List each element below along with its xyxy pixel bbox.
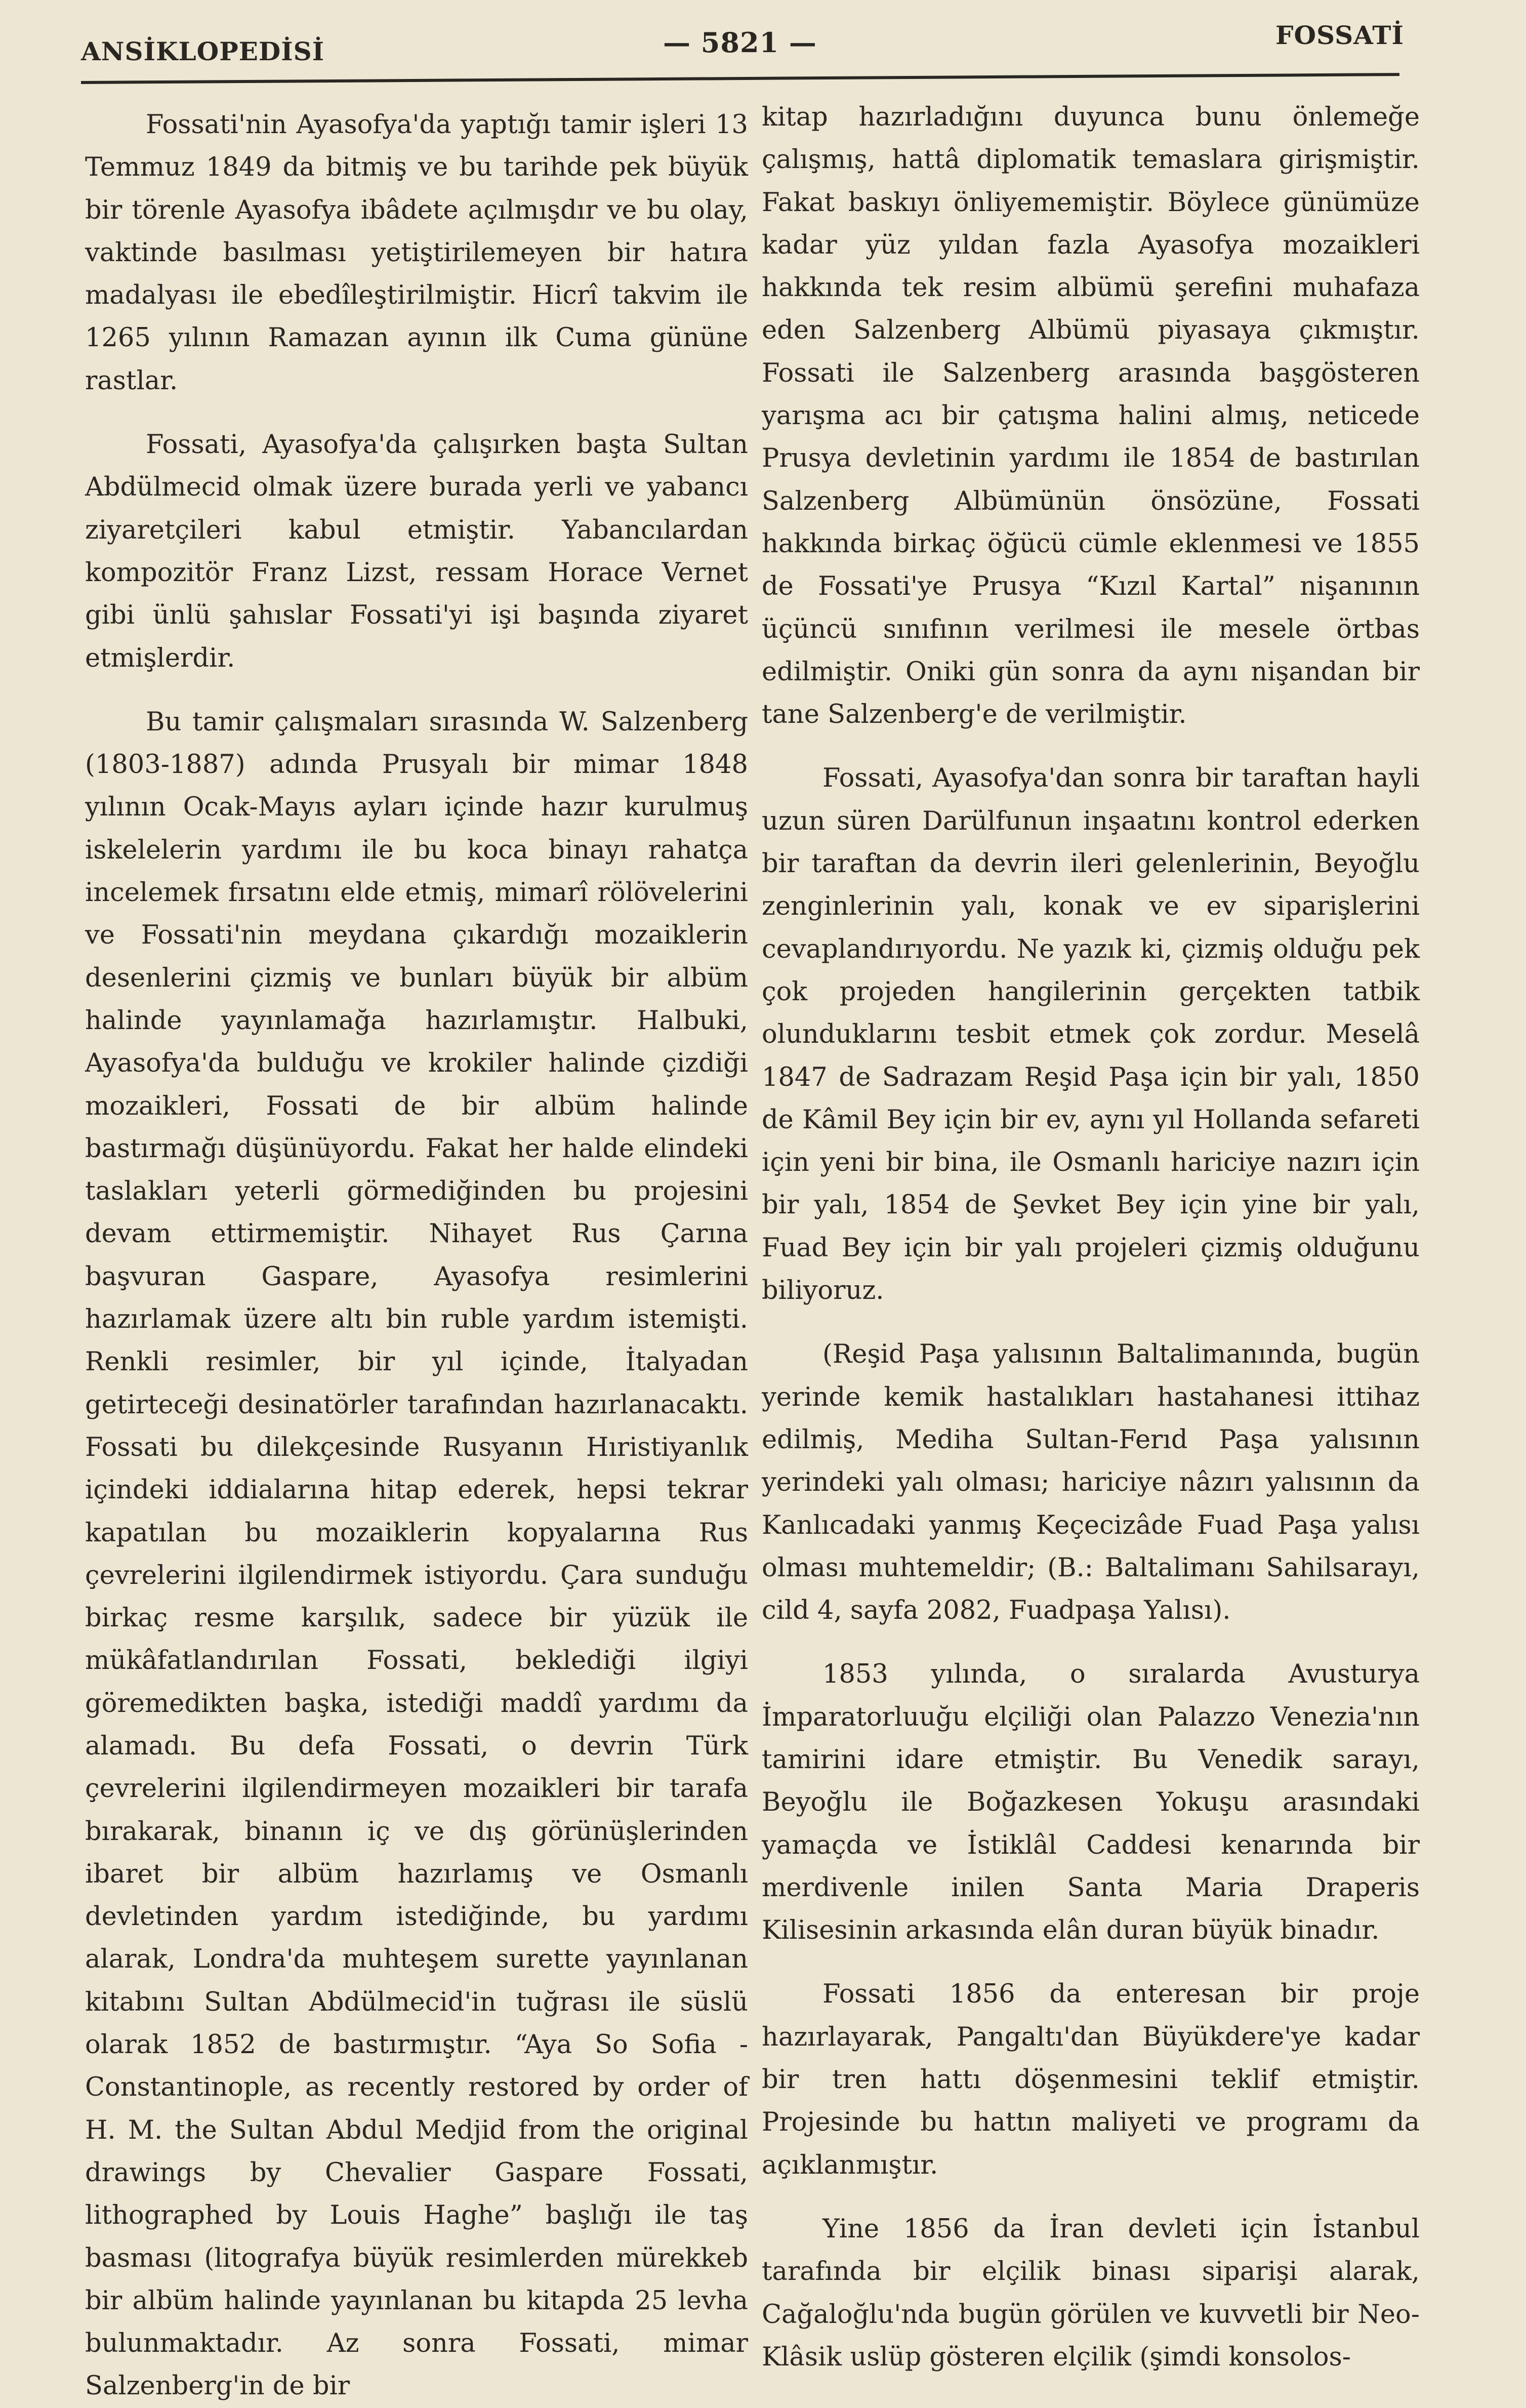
running-header-right: FOSSATİ bbox=[1275, 20, 1404, 50]
running-header-left: ANSİKLOPEDİSİ bbox=[81, 36, 325, 66]
left-column bbox=[85, 104, 748, 2408]
paragraph: kitap hazırladığını duyunca bunu önlemeğe çalışmış, hattâ diplomatik temaslara girişmiştir. Fakat baskıyı önliyememiştir. Böylece günümüze kadar yüz yıldan fazla Ayasofya mozaikleri hakkında tek resim albümü şerefini muhafaza eden Salzenberg Albümü piyasaya çıkmıştır. Fossati ile Salzenberg arasında başgösteren yarışma acı bir çatışma halini almış, neticede Prusya devletinin yardımı ile 1854 de bastırılan Salzenberg Albümünün önsözüne, Fossati hakkında birkaç öğücü cümle eklenmesi ve 1855 de Fossati'ye Prusya “Kızıl Kartal” nişanının üçüncü sınıfının verilmesi ile mesele örtbas edilmiştir. Oniki gün sonra da aynı nişandan bir tane Salzenberg'e de verilmiştir. bbox=[762, 102, 1420, 730]
paragraph: Yine 1856 da İran devleti için İstanbul tarafında bir elçilik binası siparişi alarak, Cağaloğlu'nda bugün görülen ve kuvvetli bir Neo-Klâsik uslüp gösteren elçilik (şimdi konsolos- bbox=[762, 2214, 1420, 2372]
page-number: — 5821 — bbox=[663, 26, 817, 59]
paragraph: (Reşid Paşa yalısının Baltalimanında, bugün yerinde kemik hastalıkları hastahanesi ittihaz edilmiş, Mediha Sultan-Ferıd Paşa yalısının yerindeki yalı olması; hariciye nâzırı yalısının da Kanlıcadaki yanmış Keçecizâde Fuad Paşa yalısı olması muhtemeldir; (B.: Baltalimanı Sahilsarayı, cild 4, sayfa 2082, Fuadpaşa Yalısı). bbox=[762, 1339, 1420, 1626]
paragraph: Bu tamir çalışmaları sırasında W. Salzenberg (1803-1887) adında Prusyalı bir mimar 1848 yılının Ocak-Mayıs ayları içinde hazır kurulmuş iskelelerin yardımı ile bu koca binayı rahatça incelemek fırsatını elde etmiş, mimarî rölövelerini ve Fossati'nin meydana çıkardığı mozaiklerin desenlerini çizmiş ve bunları büyük bir albüm halinde yayınlamağa hazırlamıştır. Halbuki, Ayasofya'da bulduğu ve krokiler halinde çizdiği mozaikleri, Fossati de bir albüm halinde bastırmağı düşünüyordu. Fakat her halde elindeki taslakları yeterli görmediğinden bu projesini devam ettirmemiştir. Nihayet Rus Çarına başvuran Gaspare, Ayasofya resimlerini hazırlamak üzere altı bin ruble yardım istemişti. Renkli resimler, bir yıl içinde, İtalyadan getirteceği desinatörler tarafından hazırlanacaktı. Fossati bu dilekçesinde Rusyanın Hıristiyanlık içindeki iddialarına hitap ederek, hepsi tekrar kapatılan bu mozaiklerin kopyalarına Rus çevrelerini ilgilendirmek istiyordu. Çara sunduğu birkaç resme karşılık, sadece bir yüzük ile mükâfatlandırılan Fossati, beklediği ilgiyi göremedikten başka, istediği maddî yardımı da alamadı. Bu defa Fossati, o devrin Türk çevrelerini ilgilendirmeyen mozaikleri bir tarafa bırakarak, binanın iç ve dış görünüşlerinden ibaret bir albüm hazırlamış ve Osmanlı devletinden yardım istediğinde, bu yardımı alarak, Londra'da muhteşem surette yayınlanan kitabını Sultan Abdülmecid'in tuğrası ile süslü olarak 1852 de bastırmıştır. “Aya So Sofia - Constantinople, as recently restored by order of H. M. the Sultan Abdul Medjid from the original drawings by Chevalier Gaspare Fossati, lithographed by Louis Haghe” başlığı ile taş basması (litografya büyük resimlerden mürekkeb bir albüm halinde yayınlanan bu kitapda 25 levha bulunmaktadır. Az sonra Fossati, mimar Salzenberg'in de bir bbox=[85, 707, 748, 2401]
paragraph: Fossati 1856 da enteresan bir proje hazırlayarak, Pangaltı'dan Büyükdere'ye kadar bir tren hattı döşenmesini teklif etmiştir. Projesinde bu hattın maliyeti ve programı da açıklanmıştır. bbox=[762, 1979, 1420, 2180]
paragraph: Fossati'nin Ayasofya'da yaptığı tamir işleri 13 Temmuz 1849 da bitmiş ve bu tarihde pek büyük bir törenle Ayasofya ibâdete açılmışdır ve bu olay, vaktinde basılması yetiştirilemeyen bir hatıra madalyası ile ebedîleştirilmiştir. Hicrî takvim ile 1265 yılının Ramazan ayının ilk Cuma gününe rastlar. bbox=[85, 110, 748, 396]
paragraph: Fossati, Ayasofya'dan sonra bir taraftan hayli uzun süren Darülfunun inşaatını kontrol ederken bir taraftan da devrin ileri gelenlerinin, Beyoğlu zenginlerinin yalı, konak ve ev siparişlerini cevaplandırıyordu. Ne yazık ki, çizmiş olduğu pek çok projeden hangilerinin gerçekten tatbik olunduklarını tesbit etmek çok zordur. Meselâ 1847 de Sadrazam Reşid Paşa için bir yalı, 1850 de Kâmil Bey için bir ev, aynı yıl Hollanda sefareti için yeni bir bina, ile Osmanlı hariciye nazırı için bir yalı, 1854 de Şevket Bey için yine bir yalı, Fuad Bey için bir yalı projeleri çizmiş olduğunu biliyoruz. bbox=[762, 763, 1420, 1306]
header-rule bbox=[81, 73, 1399, 84]
paragraph: 1853 yılında, o sıralarda Avusturya İmparatorluuğu elçiliği olan Palazzo Venezia'nın tamirini idare etmiştir. Bu Venedik sarayı, Beyoğlu ile Boğazkesen Yokuşu arasındaki yamaçda ve İstiklâl Caddesi kenarında bir merdivenle inilen Santa Maria Draperis Kilisesinin arkasında elân duran büyük binadır. bbox=[762, 1659, 1420, 1946]
right-column bbox=[762, 96, 1420, 2379]
paragraph: Fossati, Ayasofya'da çalışırken başta Sultan Abdülmecid olmak üzere burada yerli ve yabancı ziyaretçileri kabul etmiştir. Yabancılardan kompozitör Franz Lizst, ressam Horace Vernet gibi ünlü şahıslar Fossati'yi işi başında ziyaret etmişlerdir. bbox=[85, 430, 748, 673]
